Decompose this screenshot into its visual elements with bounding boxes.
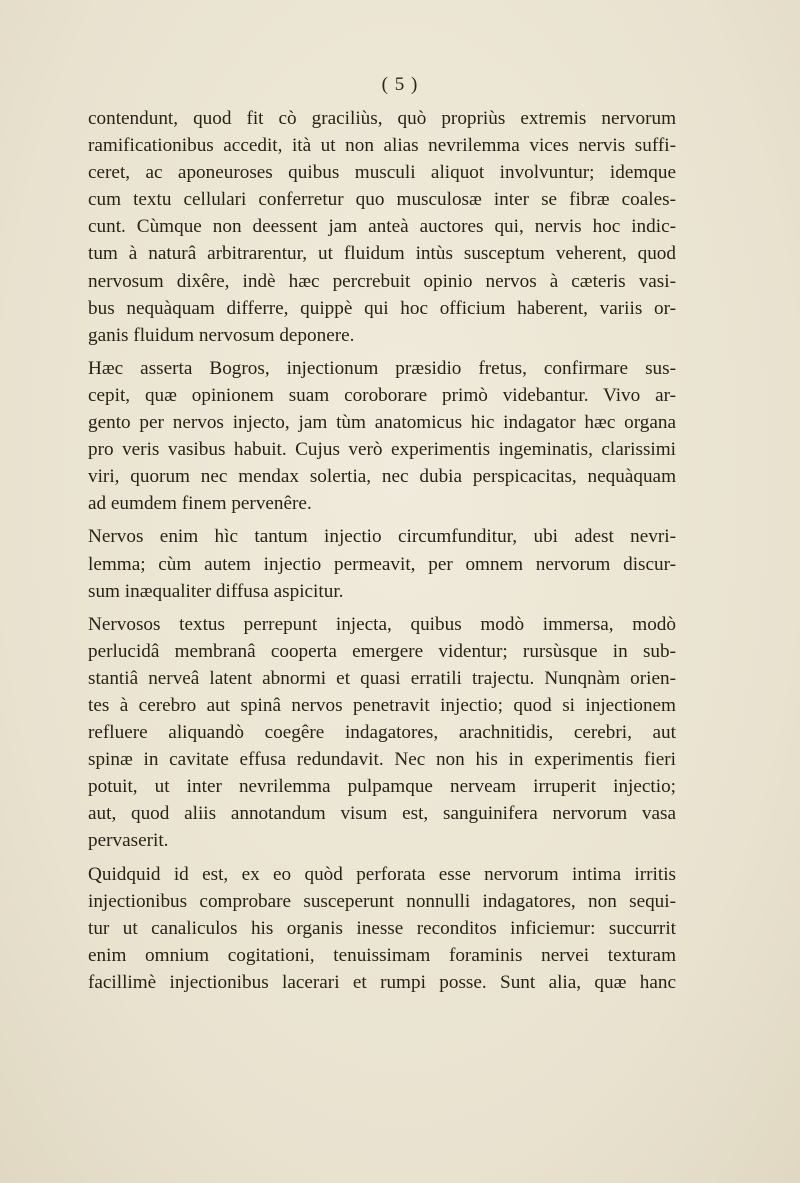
text-line: ramificationibus accedit, ità ut non alias nevrilemma vices nervis suffi- (88, 135, 676, 157)
text-line: pro veris vasibus habuit. Cujus verò experimentis ingeminatis, clarissimi (88, 439, 676, 461)
text-line: viri, quorum nec mendax solertia, nec dubia perspicacitas, nequàquam (88, 466, 676, 488)
text-line: aut, quod aliis annotandum visum est, sanguinifera nervorum vasa (88, 803, 676, 825)
paragraph-4 (88, 611, 676, 855)
text-line: ad eumdem finem pervenêre. (88, 493, 312, 515)
body-text (88, 105, 676, 996)
text-line: Quidquid id est, ex eo quòd perforata esse nervorum intima irritis (88, 863, 676, 885)
paragraph-2 (88, 355, 676, 518)
paragraph-1 (88, 105, 676, 349)
text-line: tes à cerebro aut spinâ nervos penetravit injectio; quod si injectionem (88, 694, 676, 716)
text-line: cunt. Cùmque non deessent jam anteà auctores qui, nervis hoc indic- (88, 216, 676, 238)
text-line: gento per nervos injecto, jam tùm anatomicus hic indagator hæc organa (88, 412, 676, 434)
text-line: potuit, ut inter nevrilemma pulpamque nerveam irruperit injectio; (88, 776, 676, 798)
text-line: contendunt, quod fit cò graciliùs, quò propriùs extremis nervorum (88, 108, 676, 129)
text-line: refluere aliquandò coegêre indagatores, arachnitidis, cerebri, aut (88, 722, 676, 744)
text-line: spinæ in cavitate effusa redundavit. Nec non his in experimentis fieri (88, 749, 676, 771)
paragraph-3 (88, 523, 676, 604)
text-line: sum inæqualiter diffusa aspicitur. (88, 580, 344, 602)
text-line: tum à naturâ arbitrarentur, ut fluidum intùs susceptum veherent, quod (88, 243, 676, 265)
text-line: stantiâ nerveâ latent abnormi et quasi erratili trajectu. Nunqnàm orien- (88, 667, 676, 689)
text-line: ceret, ac aponeuroses quibus musculi aliquot involvuntur; idemque (88, 162, 676, 184)
text-line: nervosum dixêre, indè hæc percrebuit opinio nervos à cæteris vasi- (88, 270, 676, 292)
text-line: pervaserit. (88, 830, 169, 852)
text-line: enim omnium cogitationi, tenuissimam foraminis nervei texturam (88, 944, 676, 966)
text-line: Hæc asserta Bogros, injectionum præsidio fretus, confirmare sus- (88, 357, 676, 379)
text-line: tur ut canaliculos his organis inesse reconditos inficiemur: succurrit (88, 917, 676, 939)
text-line: facillimè injectionibus lacerari et rumpi posse. Sunt alia, quæ hanc (88, 971, 676, 993)
text-line: Nervos enim hìc tantum injectio circumfunditur, ubi adest nevri- (88, 526, 676, 548)
text-line: perlucidâ membranâ cooperta emergere videntur; rursùsque in sub- (88, 640, 676, 662)
text-line: cum textu cellulari conferretur quo musculosæ inter se fibræ coales- (88, 189, 676, 211)
text-line: Nervosos textus perrepunt injecta, quibus modò immersa, modò (88, 613, 676, 635)
text-line: ganis fluidum nervosum deponere. (88, 324, 355, 346)
paragraph-5 (88, 861, 676, 996)
text-line: lemma; cùm autem injectio permeavit, per omnem nervorum discur- (88, 553, 676, 575)
page-number: ( 5 ) (381, 74, 419, 95)
text-line: cepit, quæ opinionem suam coroborare primò videbantur. Vivo ar- (88, 384, 676, 406)
text-line: bus nequàquam differre, quippè qui hoc officium haberent, variis or- (88, 297, 676, 319)
text-line: injectionibus comprobare susceperunt nonnulli indagatores, non sequi- (88, 890, 676, 912)
